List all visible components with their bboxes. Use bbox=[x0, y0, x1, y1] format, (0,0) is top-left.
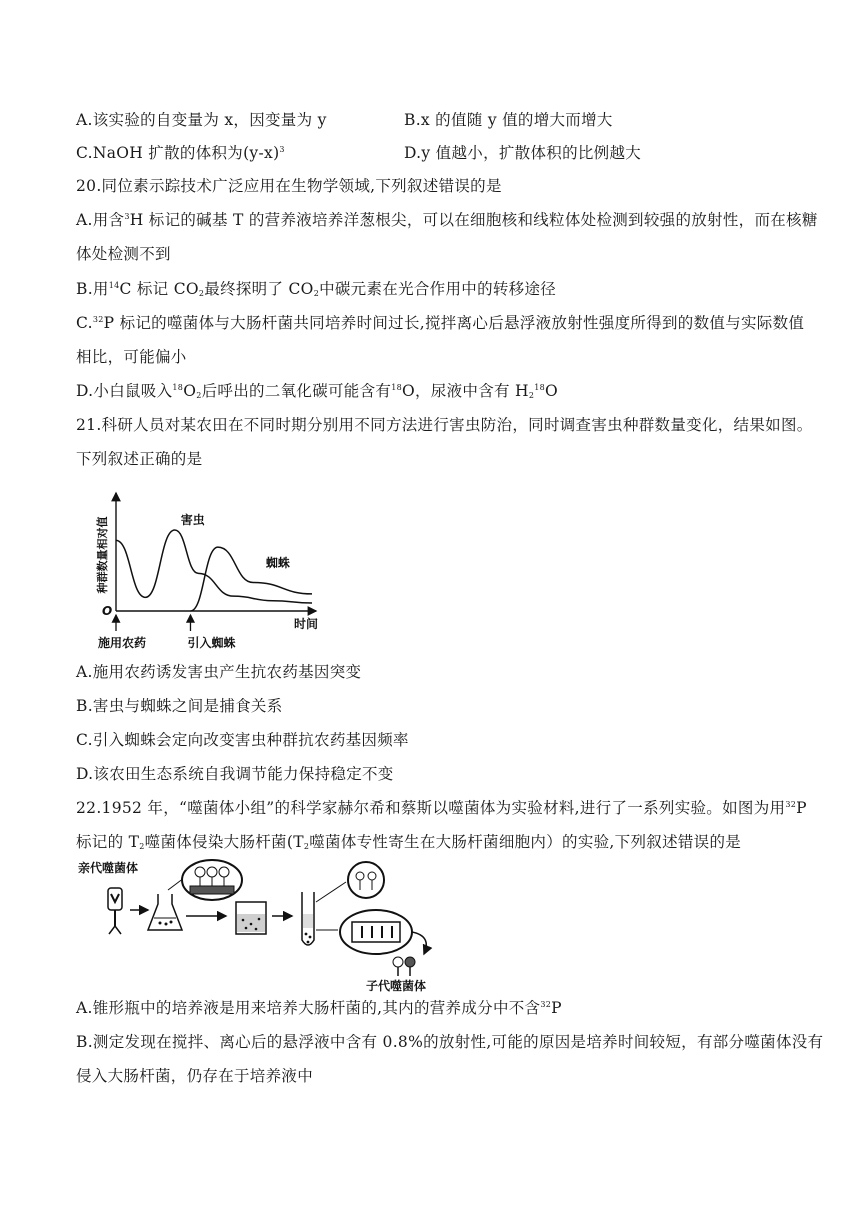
q20-option-b: B.用$^{14}$C 标记 $CO_2$最终探明了 $CO_2$中碳元素在光合作用中的转移途径 bbox=[76, 280, 557, 298]
annotation-layer bbox=[98, 615, 235, 650]
supernatant-magnified bbox=[348, 862, 384, 898]
sediment-magnified bbox=[340, 910, 412, 954]
q19-option-c: C.NaOH 扩散的体积为$(y-x)^3$ bbox=[76, 144, 285, 162]
centrifuge-tube bbox=[302, 892, 314, 945]
origin-label: O bbox=[102, 604, 113, 618]
q20-option-a-cont: 体处检测不到 bbox=[76, 245, 171, 263]
population-chart-svg bbox=[80, 485, 340, 655]
infection-magnified bbox=[182, 860, 242, 900]
stirring-beaker bbox=[236, 902, 266, 934]
series-label-2: 蜘蛛 bbox=[265, 556, 290, 571]
q22-stem-line1: 22.1952 年，“噬菌体小组”的科学家赫尔希和蔡斯以噬菌体为实验材料,进行了一系列实验。如图为用$^{32}$P bbox=[76, 799, 807, 817]
q20-option-c: C.$^{32}$P 标记的噬菌体与大肠杆菌共同培养时间过长,搅拌离心后悬浮液放射性强度所得到的数值与实际数值 bbox=[76, 314, 805, 332]
annotation-label-2: 引入蜘蛛 bbox=[187, 636, 236, 650]
q21-option-a: A.施用农药诱发害虫产生抗农药基因突变 bbox=[76, 663, 362, 681]
q21-stem-line1: 21.科研人员对某农田在不同时期分别用不同方法进行害虫防治，同时调查害虫种群数量变化，结果如图。 bbox=[76, 416, 813, 434]
x-axis-label: 时间 bbox=[294, 617, 319, 631]
q20-option-d: D.小白鼠吸入$^{18}O_2$后呼出的二氧化碳可能含有$^{18}$O，尿液中含有 $H_2^{18}O$ bbox=[76, 382, 559, 400]
q19-option-a: A.该实验的自变量为 x，因变量为 y bbox=[76, 111, 327, 129]
q20-stem: 20.同位素示踪技术广泛应用在生物学领域,下列叙述错误的是 bbox=[76, 177, 502, 195]
annotation-label-1: 施用农药 bbox=[98, 636, 147, 650]
parent-phage-icon bbox=[108, 888, 122, 934]
offspring-phage-icons bbox=[393, 957, 415, 976]
parent-phage-label: 亲代噬菌体 bbox=[78, 861, 139, 875]
q21-stem-line2: 下列叙述正确的是 bbox=[76, 450, 203, 468]
q19-option-d: D.y 值越小，扩散体积的比例越大 bbox=[404, 144, 642, 162]
conical-flask bbox=[148, 894, 182, 930]
q20-option-c-cont: 相比，可能偏小 bbox=[76, 348, 187, 366]
population-chart bbox=[80, 485, 340, 659]
phage-experiment-diagram bbox=[76, 858, 456, 997]
q19-option-b: B.x 的值随 y 值的增大而增大 bbox=[404, 111, 613, 129]
series-layer bbox=[116, 512, 312, 611]
q22-stem-line2: 标记的 $T_2$噬菌体侵染大肠杆菌($T_2$噬菌体专性寄生在大肠杆菌细胞内）的实验,下列叙述错误的是 bbox=[76, 833, 742, 851]
offspring-phage-label: 子代噬菌体 bbox=[366, 979, 427, 993]
q20-option-a: A.用含$^3$H 标记的碱基 T 的营养液培养洋葱根尖，可以在细胞核和线粒体处检测到较强的放射性，而在核糖 bbox=[76, 211, 818, 229]
series-label-1: 害虫 bbox=[180, 513, 205, 528]
y-axis-label: 种群数量相对值 bbox=[96, 516, 109, 594]
q22-option-b-cont: 侵入大肠杆菌，仍存在于培养液中 bbox=[76, 1067, 314, 1085]
q22-option-a: A.锥形瓶中的培养液是用来培养大肠杆菌的,其内的营养成分中不含$^{32}$P bbox=[76, 999, 562, 1017]
q21-option-d: D.该农田生态系统自我调节能力保持稳定不变 bbox=[76, 765, 394, 783]
q22-option-b: B.测定发现在搅拌、离心后的悬浮液中含有 0.8%的放射性,可能的原因是培养时间较短，有部分噬菌体没有 bbox=[76, 1033, 824, 1051]
phage-diagram-svg bbox=[76, 858, 456, 993]
q21-option-b: B.害虫与蜘蛛之间是捕食关系 bbox=[76, 697, 283, 715]
q21-option-c: C.引入蜘蛛会定向改变害虫种群抗农药基因频率 bbox=[76, 731, 409, 749]
